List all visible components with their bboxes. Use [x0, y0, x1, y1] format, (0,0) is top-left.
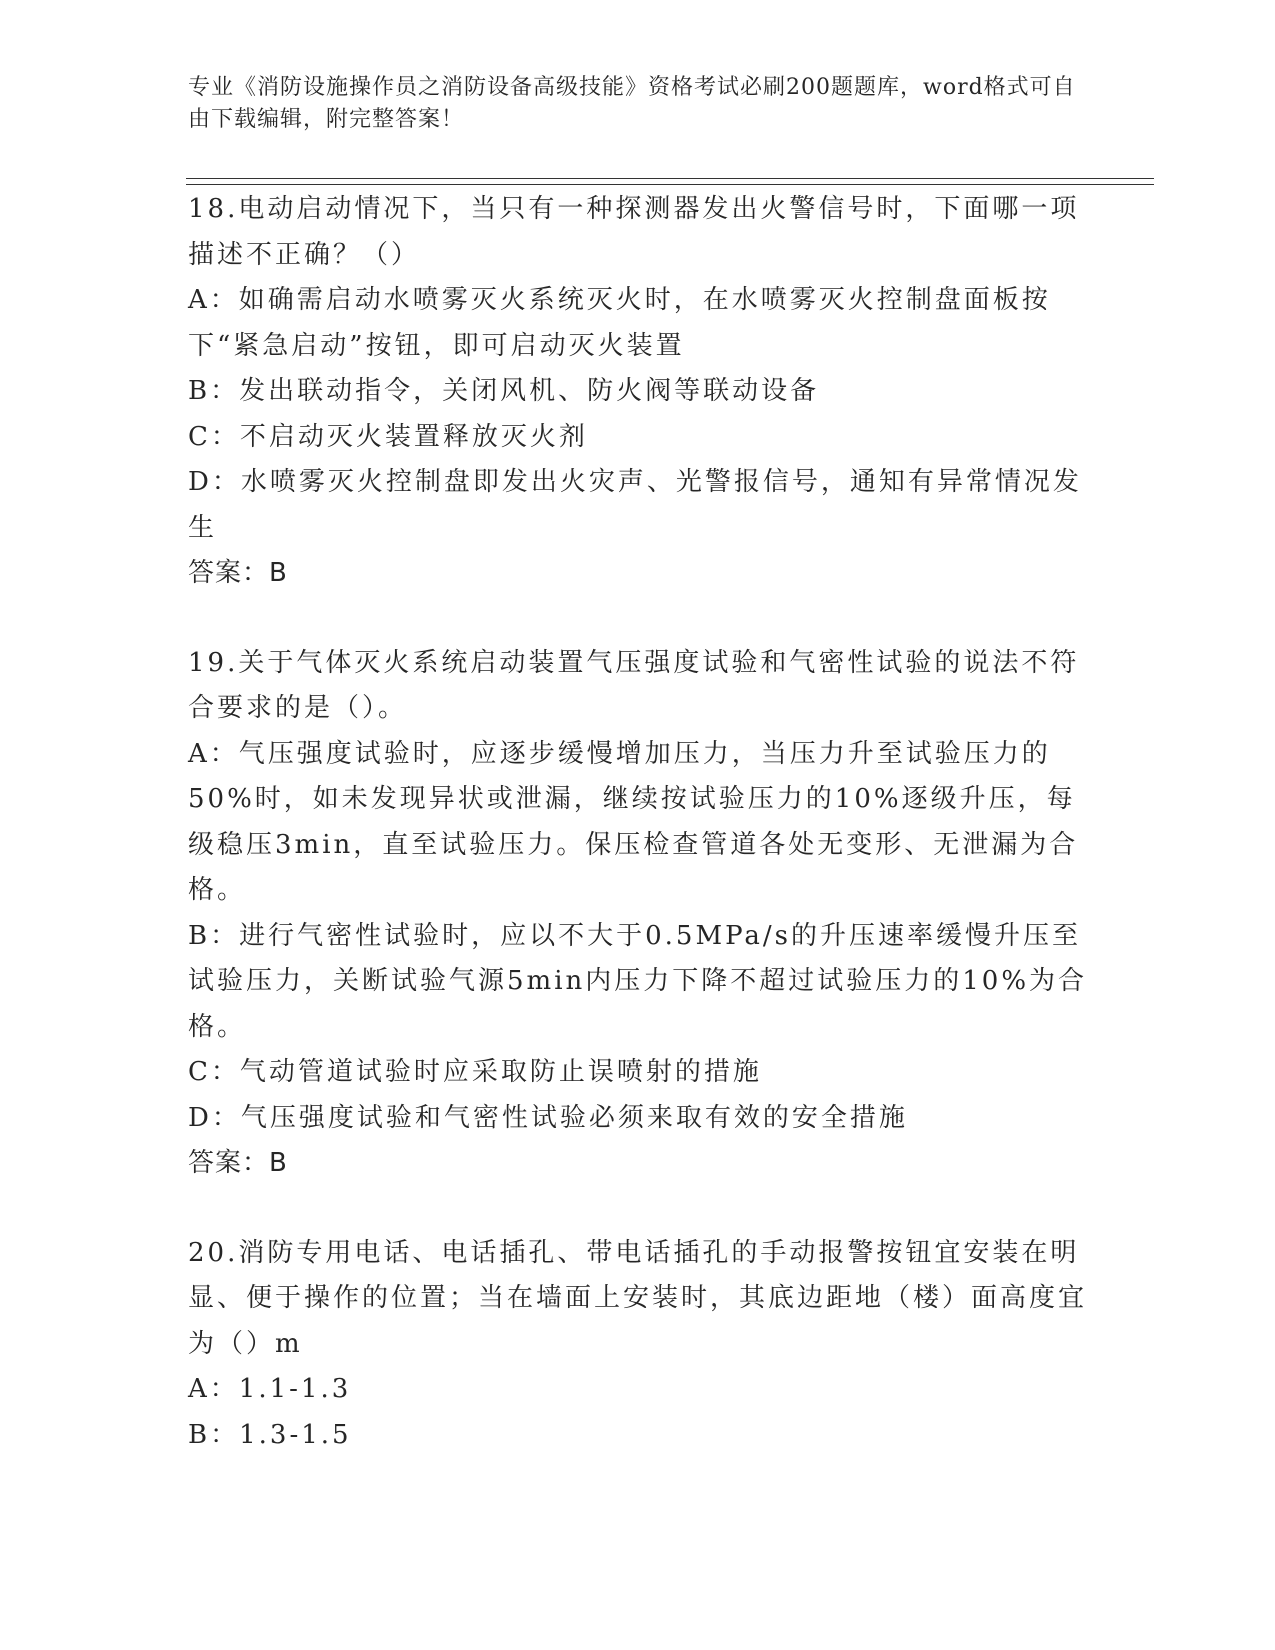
- answer-line: 答案：B: [188, 1148, 288, 1178]
- answer-line: 答案：B: [188, 558, 288, 588]
- option-a: A：如确需启动水喷雾灭火系统灭火时，在水喷雾灭火控制盘面板按下“紧急启动”按钮，即可启动灭火装置: [188, 285, 1051, 361]
- question-list: [188, 187, 1088, 1502]
- option-d: D：水喷雾灭火控制盘即发出火灾声、光警报信号，通知有异常情况发生: [188, 467, 1082, 543]
- option-b: B：发出联动指令，关闭风机、防火阀等联动设备: [188, 376, 820, 406]
- header-divider-bottom: [186, 184, 1154, 185]
- question-stem: 20.消防专用电话、电话插孔、带电话插孔的手动报警按钮宜安装在明显、便于操作的位置；当在墙面上安装时，其底边距地（楼）面高度宜为（）m: [188, 1237, 1088, 1359]
- option-a: A：气压强度试验时，应逐步缓慢增加压力，当压力升至试验压力的50%时，如未发现异状或泄漏，继续按试验压力的10%逐级升压，每级稳压3min，直至试验压力。保压检查管道各处无变形、无泄漏为合格。: [188, 738, 1079, 905]
- option-b: B：进行气密性试验时，应以不大于0.5MPa/s的升压速率缓慢升压至试验压力，关断试验气源5min内压力下降不超过试验压力的10%为合格。: [188, 920, 1088, 1042]
- question-stem: 19.关于气体灭火系统启动装置气压强度试验和气密性试验的说法不符合要求的是（）。: [188, 647, 1080, 723]
- question-20: [188, 1231, 1088, 1459]
- question-stem: 18.电动启动情况下，当只有一种探测器发出火警信号时，下面哪一项描述不正确？（）: [188, 194, 1080, 270]
- option-b: B：1.3-1.5: [188, 1419, 352, 1450]
- question-19: [188, 641, 1088, 1187]
- document-header: 专业《消防设施操作员之消防设备高级技能》资格考试必刷200题题库，word格式可自由下载编辑，附完整答案！: [188, 75, 1076, 132]
- option-d: D：气压强度试验和气密性试验必须来取有效的安全措施: [188, 1102, 908, 1133]
- option-c: C：气动管道试验时应采取防止误喷射的措施: [188, 1057, 762, 1087]
- header-divider-top: [186, 178, 1154, 179]
- option-c: C：不启动灭火装置释放灭火剂: [188, 421, 588, 452]
- option-a: A：1.1-1.3: [188, 1374, 352, 1404]
- question-18: [188, 187, 1088, 597]
